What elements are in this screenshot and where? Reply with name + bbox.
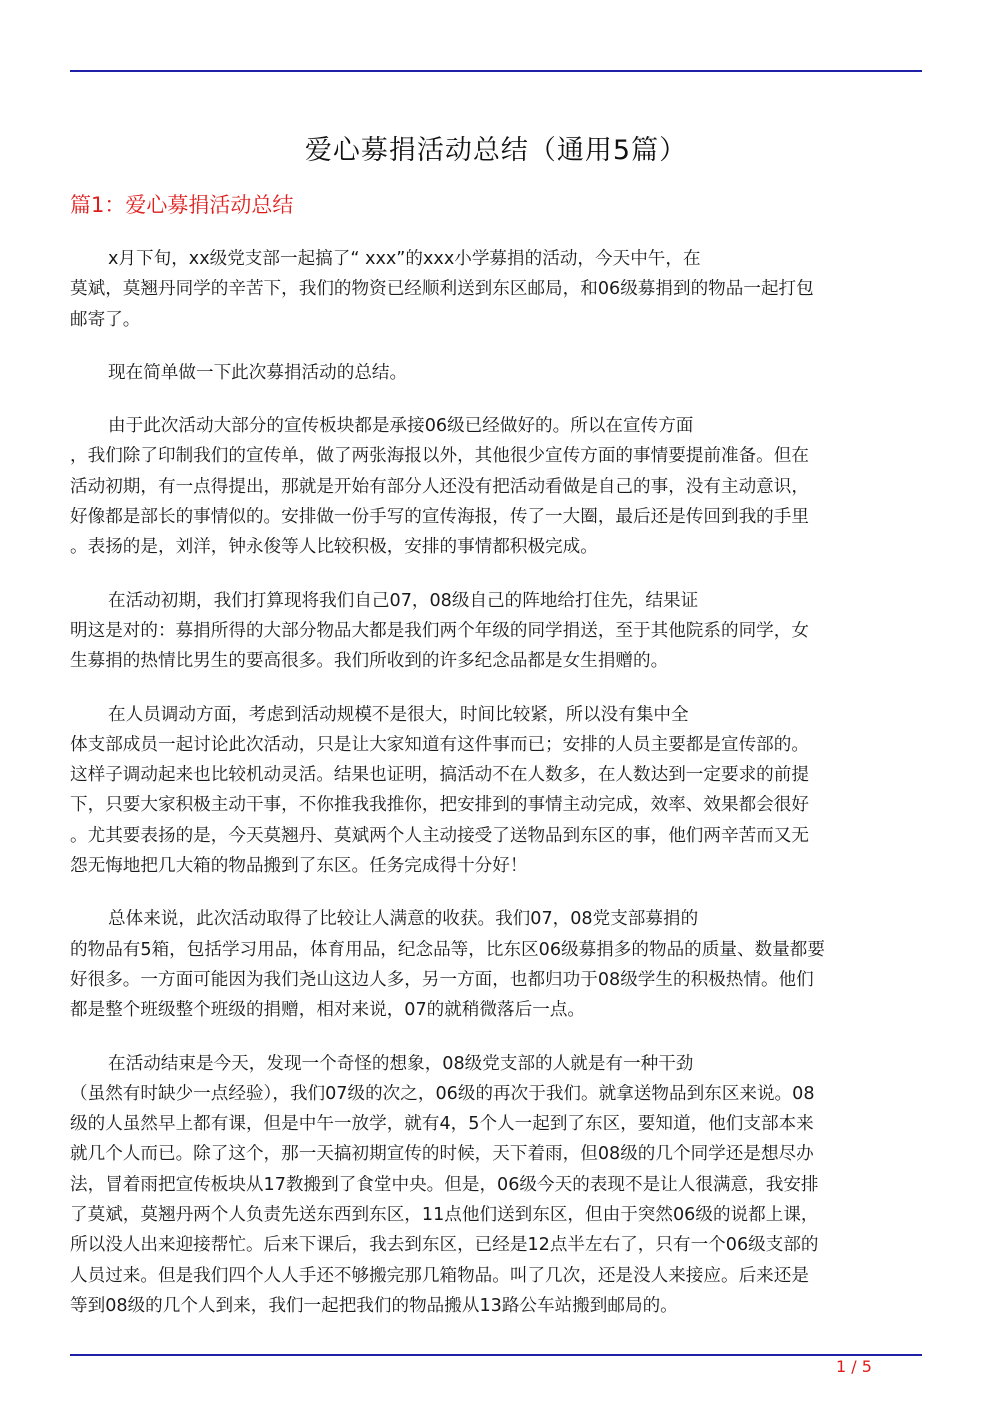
document-body — [70, 244, 922, 1344]
paragraph-5 — [70, 700, 922, 882]
paragraph-line: 在人员调动方面，考虑到活动规模不是很大，时间比较紧，所以没有集中全 — [108, 704, 689, 725]
paragraph-6 — [70, 904, 922, 1025]
header-rule — [70, 70, 922, 72]
section-heading: 篇1：爱心募捐活动总结 — [70, 193, 294, 217]
paragraph-line: 下，只要大家积极主动干事，不你推我我推你，把安排到的事情主动完成，效率、效果都会很好 — [70, 795, 809, 816]
paragraph-line: 体支部成员一起讨论此次活动，只是让大家知道有这件事而已；安排的人员主要都是宣传部的。 — [70, 734, 809, 755]
paragraph-4 — [70, 586, 922, 677]
paragraph-line: 现在简单做一下此次募捐活动的总结。 — [108, 362, 408, 383]
document-title: 爱心募捐活动总结（通用5篇） — [304, 135, 688, 166]
paragraph-line: 莫斌，莫翘丹同学的辛苦下，我们的物资已经顺利送到东区邮局，和06级募捐到的物品一起打包 — [70, 279, 814, 300]
paragraph-line: 的物品有5箱，包括学习用品，体育用品，纪念品等，比东区06级募捐多的物品的质量、数量都要 — [70, 939, 825, 960]
paragraph-line: 了莫斌，莫翘丹两个人负责先送东西到东区，11点他们送到东区，但由于突然06级的说都上课， — [70, 1205, 819, 1226]
paragraph-line: 由于此次活动大部分的宣传板块都是承接06级已经做好的。所以在宣传方面 — [108, 416, 694, 437]
paragraph-line: 这样子调动起来也比较机动灵活。结果也证明，搞活动不在人数多，在人数达到一定要求的前提 — [70, 765, 809, 786]
paragraph-line: 总体来说，此次活动取得了比较让人满意的收获。我们07，08党支部募捐的 — [108, 909, 699, 930]
paragraph-line: 都是整个班级整个班级的捐赠，相对来说，07的就稍微落后一点。 — [70, 1000, 586, 1021]
footer-rule — [70, 1354, 922, 1356]
paragraph-line: 级的人虽然早上都有课，但是中午一放学，就有4，5个人一起到了东区，要知道，他们支部本来 — [70, 1114, 814, 1135]
paragraph-1 — [70, 244, 922, 335]
paragraph-7 — [70, 1049, 922, 1322]
paragraph-line: 好像都是部长的事情似的。安排做一份手写的宣传海报，传了一大圈，最后还是传回到我的手里 — [70, 507, 809, 528]
paragraph-line: x月下旬，xx级党支部一起搞了“ xxx”的xxx小学募捐的活动，今天中午，在 — [108, 249, 701, 269]
paragraph-line: 。表扬的是，刘洋，钟永俊等人比较积极，安排的事情都积极完成。 — [70, 537, 598, 558]
paragraph-2 — [70, 358, 922, 388]
paragraph-line: 在活动初期，我们打算现将我们自己07，08级自己的阵地给打住先，结果证 — [108, 590, 699, 611]
paragraph-line: 活动初期，有一点得提出，那就是开始有部分人还没有把活动看做是自己的事，没有主动意识， — [70, 476, 809, 497]
paragraph-line: 等到08级的几个人到来，我们一起把我们的物品搬从13路公车站搬到邮局的。 — [70, 1295, 678, 1316]
paragraph-line: 明这是对的：募捐所得的大部分物品大都是我们两个年级的同学捐送，至于其他院系的同学，女 — [70, 620, 809, 641]
paragraph-line: （虽然有时缺少一点经验），我们07级的次之，06级的再次于我们。就拿送物品到东区来说。08 — [70, 1083, 815, 1104]
paragraph-line: 邮寄了。 — [70, 309, 141, 330]
paragraph-line: 人员过来。但是我们四个人人手还不够搬完那几箱物品。叫了几次，还是没人来接应。后来还是 — [70, 1265, 809, 1286]
paragraph-line: 在活动结束是今天，发现一个奇怪的想象，08级党支部的人就是有一种干劲 — [108, 1053, 694, 1074]
paragraph-line: 。尤其要表扬的是，今天莫翘丹、莫斌两个人主动接受了送物品到东区的事，他们两辛苦而又无 — [70, 825, 809, 846]
paragraph-line: ，我们除了印制我们的宣传单，做了两张海报以外，其他很少宣传方面的事情要提前准备。但在 — [70, 446, 809, 467]
paragraph-line: 好很多。一方面可能因为我们尧山这边人多，另一方面，也都归功于08级学生的积极热情。他们 — [70, 969, 814, 990]
paragraph-line: 生募捐的热情比男生的要高很多。我们所收到的许多纪念品都是女生捐赠的。 — [70, 651, 669, 672]
paragraph-3 — [70, 411, 922, 562]
paragraph-line: 所以没人出来迎接帮忙。后来下课后，我去到东区，已经是12点半左右了，只有一个06级支部的 — [70, 1235, 819, 1256]
paragraph-line: 就几个人而已。除了这个，那一天搞初期宣传的时候，天下着雨，但08级的几个同学还是想尽办 — [70, 1144, 814, 1165]
paragraph-line: 怨无悔地把几大箱的物品搬到了东区。任务完成得十分好！ — [70, 856, 528, 877]
page-indicator: 1 / 5 — [836, 1357, 872, 1376]
paragraph-line: 法，冒着雨把宣传板块从17教搬到了食堂中央。但是，06级今天的表现不是让人很满意，我安排 — [70, 1174, 819, 1195]
